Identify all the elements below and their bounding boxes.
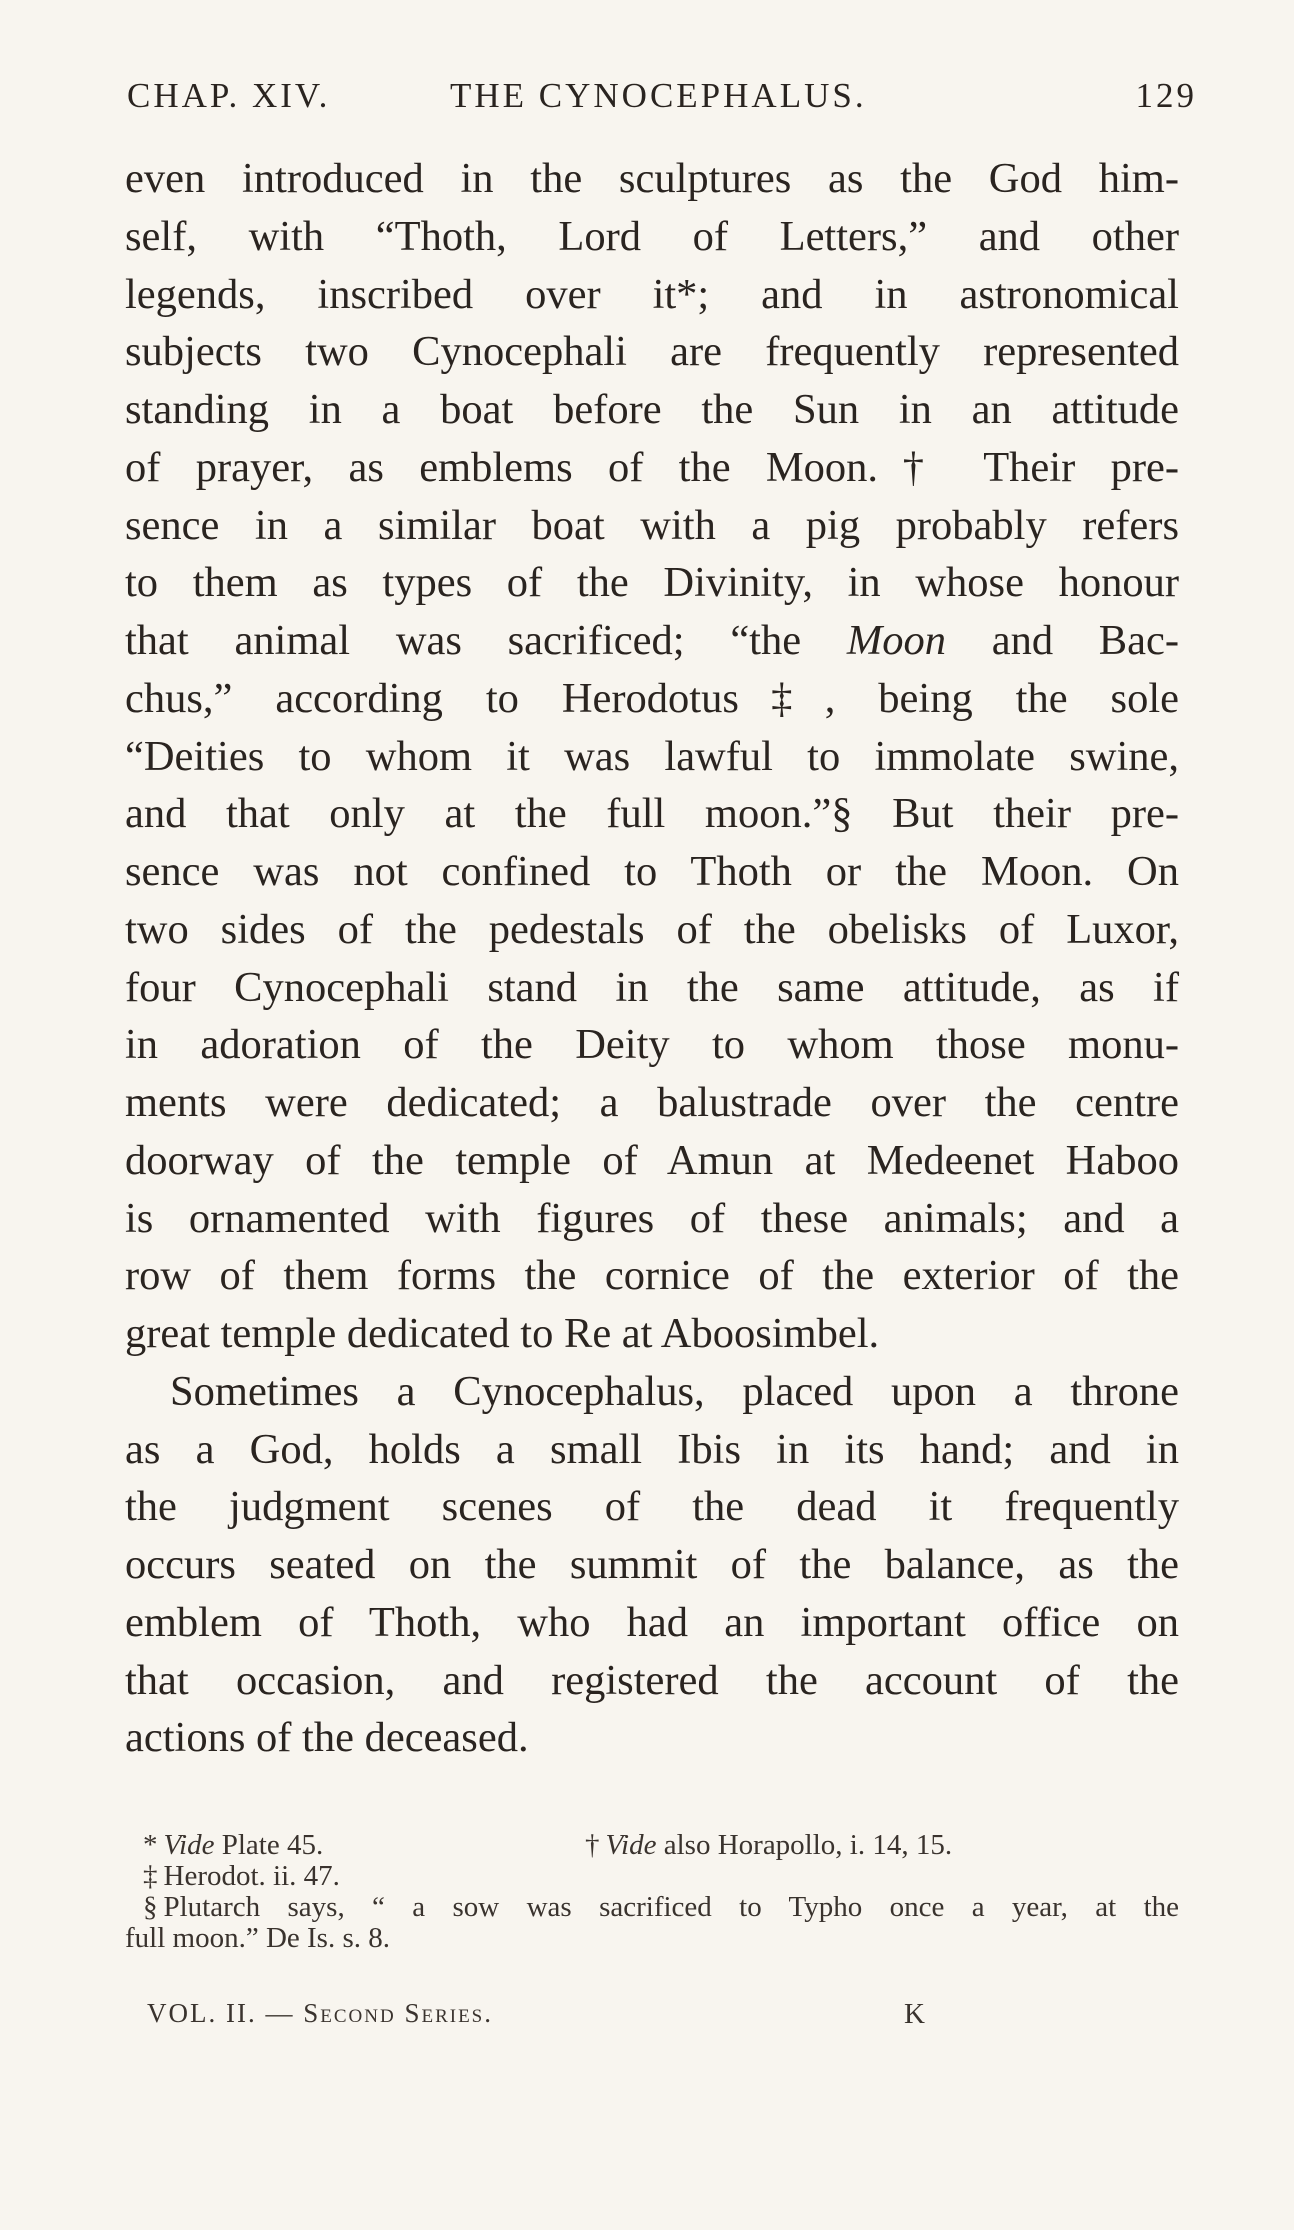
text-line: row of them forms the cornice of the exterior of the xyxy=(125,1252,1179,1300)
footnote-vide: Vide xyxy=(163,1829,215,1861)
footnotes xyxy=(125,1830,1179,1954)
text-line: legends, inscribed over it*; and in astronomical xyxy=(125,270,1179,318)
text-line: two sides of the pedestals of the obelisks of Luxor, xyxy=(125,905,1179,953)
text-line: “Deities to whom it was lawful to immolate swine, xyxy=(125,732,1179,780)
text-line: in adoration of the Deity to whom those monu- xyxy=(125,1021,1179,1069)
footnote-1 xyxy=(125,1829,323,1861)
footnote-text: also Horapollo, i. 14, 15. xyxy=(656,1829,953,1861)
footnote-4 xyxy=(125,1892,1179,1923)
footnote-2 xyxy=(585,1830,952,1861)
text-line: great temple dedicated to Re at Aboosimbel. xyxy=(125,1310,880,1357)
footnote-marker: * xyxy=(143,1829,158,1861)
text-line: ments were dedicated; a balustrade over the centre xyxy=(125,1079,1179,1126)
text-line: of prayer, as emblems of the Moon.† Their pre- xyxy=(125,443,1179,491)
text-line: chus,” according to Herodotus‡, being the sole xyxy=(125,674,1179,722)
text-line: subjects two Cynocephali are frequently represented xyxy=(125,328,1179,376)
signature-letter: K xyxy=(904,1998,925,2030)
body-text xyxy=(125,150,1179,1767)
text-line: self, with “Thoth, Lord of Letters,” and other xyxy=(125,212,1179,260)
signature-line xyxy=(147,1998,927,2038)
text-segment: that animal was sacrificed; “the xyxy=(125,617,847,664)
text-line: sence was not confined to Thoth or the Moon. On xyxy=(125,848,1179,895)
footnote-row xyxy=(125,1830,1179,1861)
text-line: that occasion, and registered the account of the xyxy=(125,1656,1179,1704)
text-line: standing in a boat before the Sun in an attitude xyxy=(125,386,1179,433)
text-line: emblem of Thoth, who had an important office on xyxy=(125,1598,1179,1646)
text-line: sence in a similar boat with a pig probably refers xyxy=(125,501,1179,549)
footnote-text: Plate 45. xyxy=(214,1829,324,1861)
footnote-marker: † xyxy=(585,1829,600,1861)
text-line xyxy=(125,612,1179,670)
volume-label xyxy=(147,1998,493,2029)
text-line: the judgment scenes of the dead it frequently xyxy=(125,1483,1179,1531)
text-line: occurs seated on the summit of the balance, as the xyxy=(125,1541,1179,1588)
text-line: and that only at the full moon.”§ But their pre- xyxy=(125,790,1179,838)
footnote-4-continued: full moon.” De Is. s. 8. xyxy=(125,1922,390,1954)
chapter-label: CHAP. XIV. xyxy=(127,76,331,115)
text-line: even introduced in the sculptures as the God him- xyxy=(125,155,1179,202)
text-line: as a God, holds a small Ibis in its hand; and in xyxy=(125,1425,1179,1473)
text-line: four Cynocephali stand in the same attitude, as if xyxy=(125,963,1179,1011)
text-line: to them as types of the Divinity, in whose honour xyxy=(125,559,1179,607)
volume-number: VOL. II. — xyxy=(147,1998,304,2028)
running-header xyxy=(127,76,1197,126)
footnote-marker: § xyxy=(143,1891,158,1923)
text-line: is ornamented with figures of these animals; and a xyxy=(125,1194,1179,1242)
footnote-3 xyxy=(125,1861,1179,1892)
text-line: Sometimes a Cynocephalus, placed upon a throne xyxy=(170,1367,1179,1415)
text-line: doorway of the temple of Amun at Medeenet Haboo xyxy=(125,1136,1179,1184)
footnote-text: Plutarch says, “ a sow was sacrificed to Typho once a year, at the xyxy=(163,1891,1179,1923)
series-label: Second Series. xyxy=(303,1998,493,2028)
footnote-marker: ‡ xyxy=(143,1860,158,1892)
footnote-vide: Vide xyxy=(605,1829,657,1861)
page-number: 129 xyxy=(1135,76,1197,115)
text-line: actions of the deceased. xyxy=(125,1714,529,1762)
text-segment: and Bac- xyxy=(945,617,1180,664)
italic-moon: Moon xyxy=(846,617,946,664)
footnote-text: Herodot. ii. 47. xyxy=(163,1860,340,1892)
running-title: THE CYNOCEPHALUS. xyxy=(450,76,867,115)
